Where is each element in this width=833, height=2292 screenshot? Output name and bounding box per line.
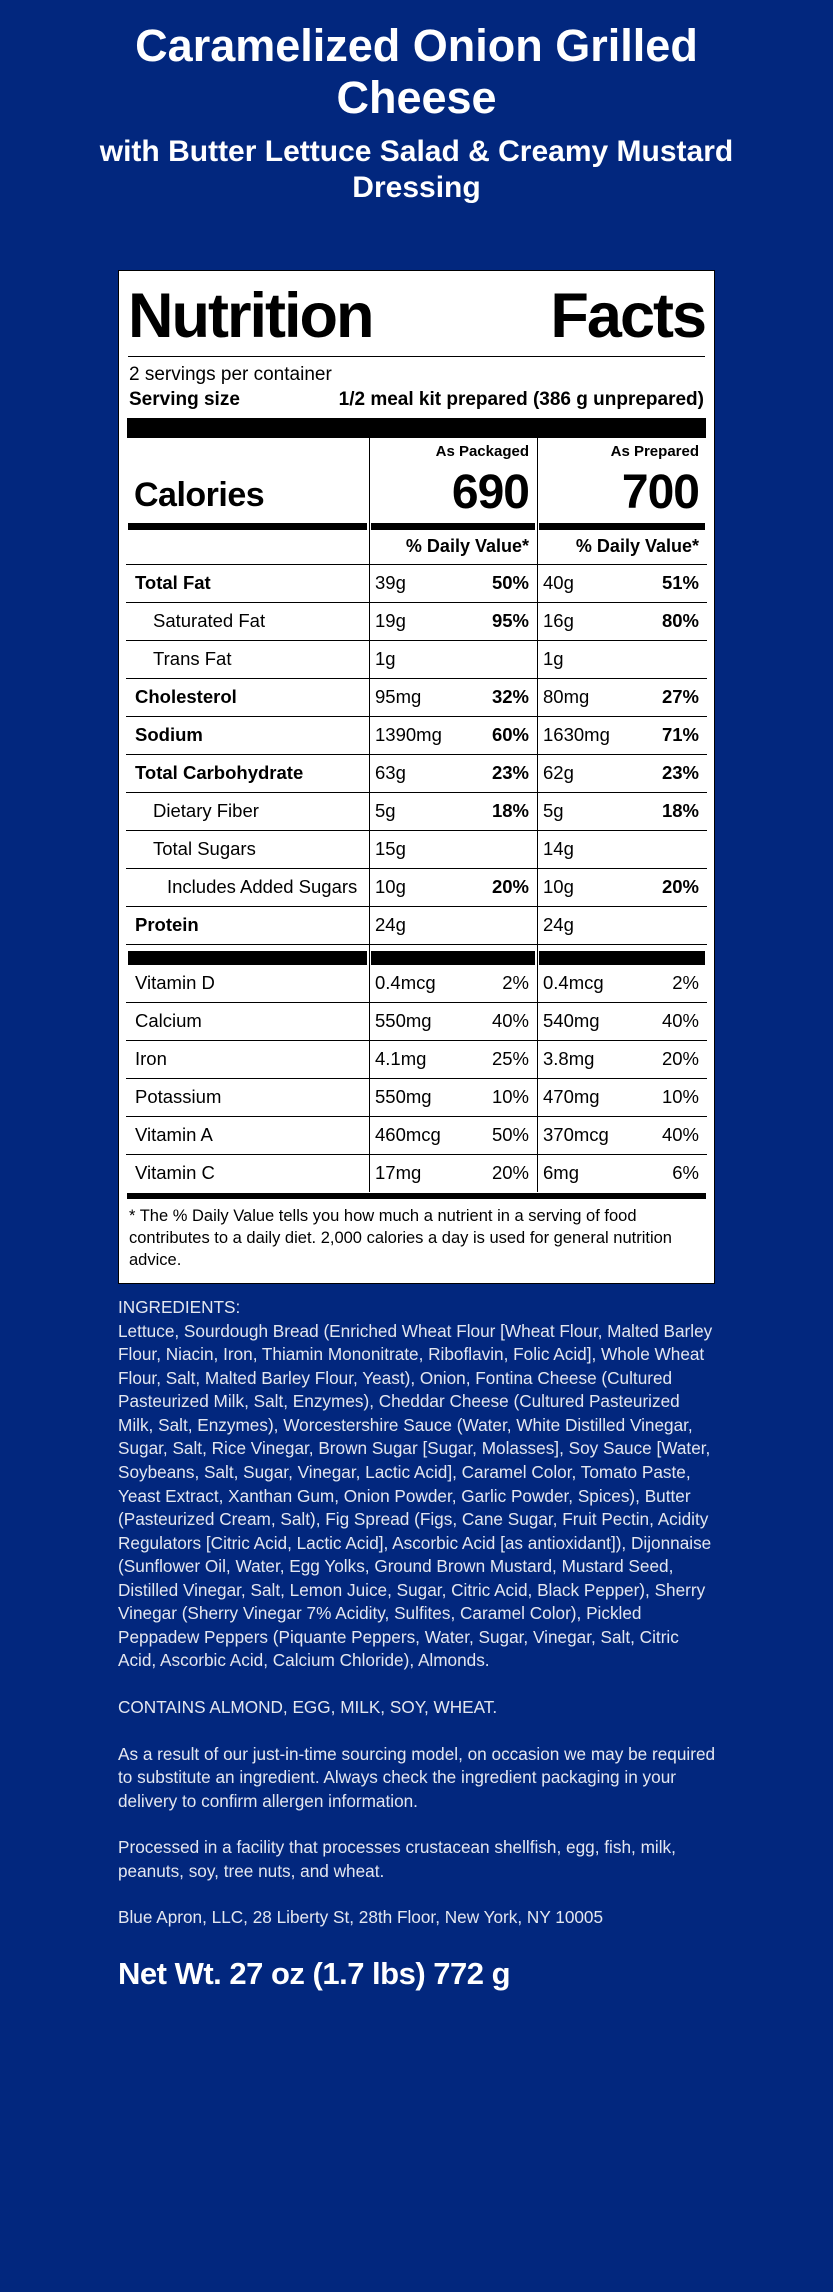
nutrient-packaged-cell xyxy=(369,965,537,1002)
nutrient-label: Iron xyxy=(135,1048,167,1069)
nutrient-packaged-amount: 39g xyxy=(375,572,406,593)
calories-as-packaged: 690 xyxy=(451,466,529,519)
nutrient-packaged-daily-value: 10% xyxy=(491,1086,529,1107)
nutrient-packaged-daily-value: 23% xyxy=(491,762,529,783)
nutrient-row xyxy=(126,565,707,603)
column-header-row xyxy=(126,438,707,460)
nutrient-label: Trans Fat xyxy=(153,648,232,669)
nutrient-row xyxy=(126,679,707,717)
nutrient-packaged-daily-value: 2% xyxy=(502,972,529,993)
nutrient-prepared-amount: 1g xyxy=(543,648,564,669)
nutrient-packaged-cell xyxy=(369,1117,537,1154)
nutrient-packaged-amount: 1g xyxy=(375,648,396,669)
nutrient-packaged-amount: 0.4mcg xyxy=(375,972,436,993)
nutrient-prepared-cell xyxy=(537,565,707,602)
nutrient-packaged-amount: 1390mg xyxy=(375,724,442,745)
protein-divider-bar xyxy=(126,951,707,965)
nutrient-packaged-cell xyxy=(369,565,537,602)
nutrient-packaged-daily-value: 50% xyxy=(491,572,529,593)
nutrient-label: Vitamin C xyxy=(135,1162,215,1183)
as-packaged-header: As Packaged xyxy=(435,443,529,460)
nutrient-prepared-cell xyxy=(537,1003,707,1040)
nutrient-prepared-daily-value: 18% xyxy=(661,800,699,821)
nutrient-prepared-daily-value: 20% xyxy=(661,876,699,897)
nutrient-prepared-amount: 540mg xyxy=(543,1010,600,1031)
nutrient-prepared-cell xyxy=(537,907,707,944)
nutrient-label: Dietary Fiber xyxy=(153,800,259,821)
nutrition-facts-title xyxy=(128,281,705,351)
serving-size-value: 1/2 meal kit prepared (386 g unprepared) xyxy=(338,389,704,410)
serving-size-row xyxy=(126,386,707,418)
nutrient-packaged-daily-value: 40% xyxy=(491,1010,529,1031)
nutrient-row xyxy=(126,641,707,679)
nutrient-packaged-cell xyxy=(369,641,537,678)
daily-value-footnote: * The % Daily Value tells you how much a nutrient in a serving of food contributes to a daily diet. 2,000 calories a day is used for general nutrition advice. xyxy=(129,1207,672,1269)
facility-note: Processed in a facility that processes crustacean shellfish, egg, fish, milk, peanuts, soy, tree nuts, and wheat. xyxy=(118,1837,676,1881)
nutrient-label: Cholesterol xyxy=(135,686,237,707)
nutrient-prepared-amount: 40g xyxy=(543,572,574,593)
nutrient-prepared-amount: 370mcg xyxy=(543,1124,609,1145)
nutrient-packaged-amount: 19g xyxy=(375,610,406,631)
nutrient-prepared-amount: 16g xyxy=(543,610,574,631)
nutrient-row xyxy=(126,793,707,831)
nutrient-prepared-cell xyxy=(537,717,707,754)
nutrient-packaged-amount: 15g xyxy=(375,838,406,859)
nutrient-prepared-daily-value: 6% xyxy=(672,1162,699,1183)
macro-rows xyxy=(126,565,707,945)
calories-underline xyxy=(126,523,707,530)
nutrient-row xyxy=(126,907,707,945)
nutrient-row xyxy=(126,1041,707,1079)
nutrient-packaged-amount: 4.1mg xyxy=(375,1048,427,1069)
nutrient-label: Vitamin A xyxy=(135,1124,213,1145)
nutrient-packaged-daily-value: 32% xyxy=(491,686,529,707)
nutrition-columns xyxy=(126,438,707,1192)
nutrient-label: Vitamin D xyxy=(135,972,215,993)
net-weight: Net Wt. 27 oz (1.7 lbs) 772 g xyxy=(118,1955,511,1991)
nutrient-row xyxy=(126,965,707,1003)
calories-row xyxy=(126,460,707,517)
nutrient-packaged-cell xyxy=(369,1041,537,1078)
nutrient-prepared-amount: 1630mg xyxy=(543,724,610,745)
serving-size-label: Serving size xyxy=(129,389,240,410)
substitution-note: As a result of our just-in-time sourcing model, on occasion we may be required to substitute an ingredient. Always check the ingredient packaging in your delivery to confirm allergen information. xyxy=(118,1743,716,1811)
nutrient-prepared-amount: 24g xyxy=(543,914,574,935)
nutrient-prepared-daily-value: 20% xyxy=(661,1048,699,1069)
nutrient-label: Saturated Fat xyxy=(153,610,266,631)
nutrient-packaged-amount: 550mg xyxy=(375,1010,432,1031)
nutrient-packaged-cell xyxy=(369,1155,537,1192)
ingredients-heading: INGREDIENTS: xyxy=(118,1297,241,1317)
page-subtitle: with Butter Lettuce Salad & Creamy Mustard Dressing xyxy=(99,135,734,205)
nutrient-prepared-cell xyxy=(537,1079,707,1116)
nutrient-packaged-amount: 5g xyxy=(375,800,396,821)
nutrient-row xyxy=(126,1117,707,1155)
nutrient-packaged-daily-value: 18% xyxy=(491,800,529,821)
nutrient-packaged-daily-value: 95% xyxy=(491,610,529,631)
nutrient-label: Sodium xyxy=(135,724,203,745)
nutrient-prepared-cell xyxy=(537,869,707,906)
nutrient-prepared-daily-value: 71% xyxy=(661,724,699,745)
nutrient-label: Total Fat xyxy=(135,572,211,593)
nutrient-label: Total Sugars xyxy=(153,838,256,859)
nutrient-prepared-daily-value: 10% xyxy=(661,1086,699,1107)
nutrient-prepared-cell xyxy=(537,1155,707,1192)
nutrient-prepared-cell xyxy=(537,965,707,1002)
nutrient-prepared-amount: 6mg xyxy=(543,1162,579,1183)
micro-rows xyxy=(126,965,707,1192)
nutrient-prepared-daily-value: 80% xyxy=(661,610,699,631)
nutrition-facts-panel xyxy=(118,270,715,1284)
nutrient-prepared-amount: 5g xyxy=(543,800,564,821)
nutrient-prepared-daily-value: 40% xyxy=(661,1010,699,1031)
nutrient-packaged-cell xyxy=(369,869,537,906)
nutrient-packaged-daily-value: 25% xyxy=(491,1048,529,1069)
ingredients-list: Lettuce, Sourdough Bread (Enriched Wheat Flour [Wheat Flour, Malted Barley Flour, Niacin, Iron, Thiamin Mononitrate, Riboflavin, Folic Acid], Whole Wheat Flour, Salt, Malted Barley Flour, Yeast), Onion, Fontina Cheese (Cultured Pasteurized Milk, Salt, Enzymes), Cheddar Cheese (Cultured Pasteurized Milk, Salt, Enzymes), Worcestershire Sauce (Water, White Distilled Vinegar, Sugar, Salt, Rice Vinegar, Brown Sugar [Sugar, Molasses], Soy Sauce [Water, Soybeans, Salt, Sugar, Vinegar, Lactic Acid], Caramel Color, Tomato Paste, Yeast Extract, Xanthan Gum, Onion Powder, Garlic Powder, Spices), Butter (Pasteurized Cream, Salt), Fig Spread (Figs, Cane Sugar, Fruit Pectin, Acidity Regulators [Citric Acid, Lactic Acid], Ascorbic Acid [as antioxidant]), Dijonnaise (Sunflower Oil, Water, Egg Yolks, Ground Brown Mustard, Mustard Seed, Distilled Vinegar, Salt, Lemon Juice, Sugar, Citric Acid, Black Pepper), Sherry Vinegar (Sherry Vinegar 7% Acidity, Sulfites, Caramel Color), Pickled Peppadew Peppers (Piquante Peppers, Water, Sugar, Vinegar, Salt, Citric Acid, Ascorbic Acid, Calcium Chloride), Almonds. xyxy=(118,1320,713,1671)
nutrient-prepared-daily-value: 2% xyxy=(672,972,699,993)
nutrient-packaged-cell xyxy=(369,907,537,944)
nutrient-prepared-cell xyxy=(537,755,707,792)
nutrient-prepared-cell xyxy=(537,793,707,830)
nutrient-prepared-amount: 10g xyxy=(543,876,574,897)
thick-divider-top xyxy=(127,418,706,438)
nutrient-packaged-daily-value: 20% xyxy=(491,876,529,897)
nutrient-packaged-amount: 95mg xyxy=(375,686,422,707)
calories-as-prepared: 700 xyxy=(621,466,699,519)
nutrient-row xyxy=(126,869,707,907)
nutrient-label: Protein xyxy=(135,914,199,935)
nutrient-prepared-cell xyxy=(537,1117,707,1154)
page-title: Caramelized Onion Grilled Cheese xyxy=(135,20,698,124)
nutrient-packaged-cell xyxy=(369,755,537,792)
nutrient-prepared-cell xyxy=(537,603,707,640)
header xyxy=(0,0,833,206)
nutrient-row xyxy=(126,1155,707,1192)
nutrient-row xyxy=(126,603,707,641)
nutrient-label: Includes Added Sugars xyxy=(167,876,358,897)
nutrient-packaged-cell xyxy=(369,793,537,830)
nutrient-prepared-daily-value: 27% xyxy=(661,686,699,707)
nutrient-prepared-cell xyxy=(537,679,707,716)
nutrient-packaged-amount: 24g xyxy=(375,914,406,935)
servings-per-container: 2 servings per container xyxy=(129,364,332,385)
nutrient-packaged-cell xyxy=(369,717,537,754)
nutrient-prepared-amount: 470mg xyxy=(543,1086,600,1107)
nutrient-row xyxy=(126,831,707,869)
nutrient-prepared-cell xyxy=(537,831,707,868)
nutrient-prepared-amount: 3.8mg xyxy=(543,1048,595,1069)
nutrient-packaged-amount: 460mcg xyxy=(375,1124,441,1145)
calories-label: Calories xyxy=(134,476,265,514)
nutrient-label: Total Carbohydrate xyxy=(135,762,304,783)
nutrient-packaged-daily-value: 20% xyxy=(491,1162,529,1183)
nutrient-row xyxy=(126,1079,707,1117)
company-address: Blue Apron, LLC, 28 Liberty St, 28th Floor, New York, NY 10005 xyxy=(118,1907,604,1928)
nutrient-label: Potassium xyxy=(135,1086,222,1107)
nutrient-packaged-amount: 17mg xyxy=(375,1162,422,1183)
daily-value-header-packaged: % Daily Value* xyxy=(405,536,529,556)
contains-statement: CONTAINS ALMOND, EGG, MILK, SOY, WHEAT. xyxy=(118,1697,498,1717)
nutrient-prepared-cell xyxy=(537,641,707,678)
daily-value-header-prepared: % Daily Value* xyxy=(575,536,699,556)
nutrient-prepared-daily-value: 51% xyxy=(661,572,699,593)
nutrition-facts-title-word-1: Nutrition xyxy=(128,281,373,351)
nutrition-facts-title-word-2: Facts xyxy=(550,281,705,351)
nutrient-packaged-amount: 10g xyxy=(375,876,406,897)
nutrient-packaged-amount: 550mg xyxy=(375,1086,432,1107)
as-prepared-header: As Prepared xyxy=(610,443,699,460)
nutrient-row xyxy=(126,717,707,755)
ingredients-section xyxy=(118,1296,719,1995)
nutrient-packaged-cell xyxy=(369,1003,537,1040)
nutrient-packaged-cell xyxy=(369,1079,537,1116)
nutrient-prepared-daily-value: 40% xyxy=(661,1124,699,1145)
nutrient-label: Calcium xyxy=(135,1010,202,1031)
daily-value-header-row xyxy=(126,530,707,565)
nutrient-packaged-daily-value: 50% xyxy=(491,1124,529,1145)
nutrient-prepared-amount: 14g xyxy=(543,838,574,859)
nutrient-prepared-amount: 62g xyxy=(543,762,574,783)
nutrient-row xyxy=(126,755,707,793)
nutrient-packaged-amount: 63g xyxy=(375,762,406,783)
nutrient-prepared-cell xyxy=(537,1041,707,1078)
nutrient-row xyxy=(126,1003,707,1041)
nutrient-packaged-cell xyxy=(369,603,537,640)
nutrient-packaged-daily-value: 60% xyxy=(491,724,529,745)
nutrient-prepared-daily-value: 23% xyxy=(661,762,699,783)
nutrient-packaged-cell xyxy=(369,831,537,868)
column-divider-1 xyxy=(369,438,370,1192)
column-divider-2 xyxy=(537,438,538,1192)
nutrient-prepared-amount: 80mg xyxy=(543,686,590,707)
nutrient-prepared-amount: 0.4mcg xyxy=(543,972,604,993)
nutrient-packaged-cell xyxy=(369,679,537,716)
